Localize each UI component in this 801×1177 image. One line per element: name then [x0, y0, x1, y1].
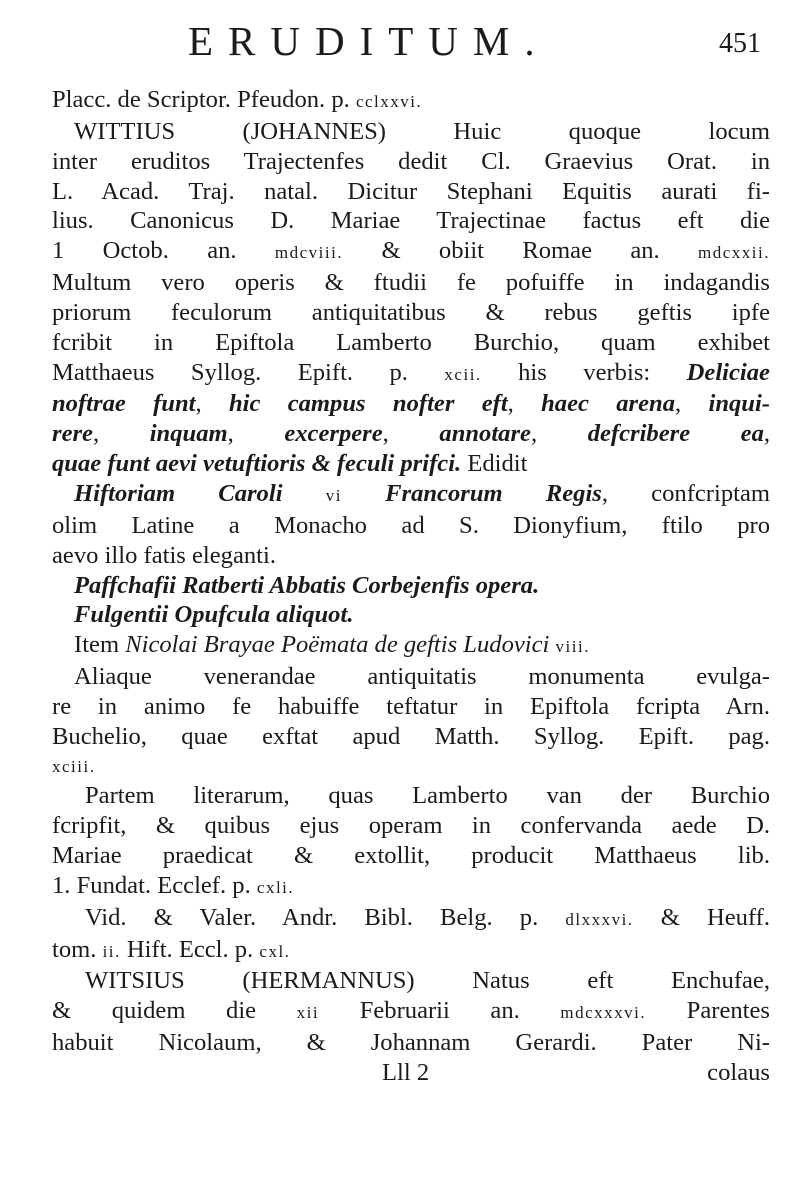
text-line: Aliaque venerandae antiquitatis monumenta evulga-	[74, 663, 770, 691]
text-line: 1 Octob. an. mdcviii. & obiit Romae an. mdcxxii.	[52, 237, 770, 265]
text-line: noftrae funt, hic campus nofter eft, haec arena, inqui-	[52, 390, 770, 418]
text-line: Multum vero operis & ftudii fe pofuiffe in indagandis	[52, 269, 770, 297]
signature-mark: Lll 2	[382, 1059, 430, 1086]
text-line: 1. Fundat. Ecclef. p. cxli.	[52, 871, 295, 899]
entry-heading-wittius: WITTIUS (JOHANNES) Huic quoque locum	[74, 117, 770, 145]
catchword: colaus	[707, 1059, 770, 1086]
text-line: fcribit in Epiftola Lamberto Burchio, quam exhibet	[52, 328, 770, 356]
text-line: aevo illo fatis eleganti.	[52, 541, 276, 569]
text-line: Placc. de Scriptor. Pfeudon. p. cclxxvi.	[52, 86, 423, 113]
work-title-paschasius: Paffchafii Ratberti Abbatis Corbejenfis opera.	[74, 571, 540, 599]
text-line: Vid. & Valer. Andr. Bibl. Belg. p. dlxxxvi. & Heuff.	[85, 903, 770, 931]
text-line: Partem literarum, quas Lamberto van der Burchio	[85, 782, 770, 810]
page-header	[0, 16, 801, 66]
page-body	[52, 85, 770, 1088]
running-title: ERUDITUM.	[188, 18, 550, 64]
text-line: & quidem die xii Februarii an. mdcxxxvi. Parentes	[52, 997, 770, 1025]
text-line: xciii.	[52, 756, 96, 776]
text-line: olim Latine a Monacho ad S. Dionyfium, ftilo pro	[52, 511, 770, 539]
entry-heading-witsius: WITSIUS (HERMANNUS) Natus eft Enchufae,	[85, 967, 770, 995]
text-line: rere, inquam, excerpere, annotare, defcribere ea,	[52, 420, 770, 448]
text-line: Buchelio, quae exftat apud Matth. Syllog. Epift. pag.	[52, 722, 770, 750]
text-line: re in animo fe habuiffe teftatur in Epiftola fcripta Arn.	[52, 692, 770, 720]
text-line: quae funt aevi vetuftioris & feculi prifci. Edidit	[52, 450, 528, 478]
text-line: Hiftoriam Caroli vi Francorum Regis, confcriptam	[74, 479, 770, 507]
text-line: fcripfit, & quibus ejus operam in confervanda aede D.	[52, 812, 770, 840]
work-title-fulgentius: Fulgentii Opufcula aliquot.	[74, 601, 354, 629]
page-footer	[52, 1058, 770, 1088]
text-line: L. Acad. Traj. natal. Dicitur Stephani Equitis aurati fi-	[52, 177, 770, 205]
text-line: inter eruditos Trajectenfes dedit Cl. Graevius Orat. in	[52, 147, 770, 175]
text-line: Matthaeus Syllog. Epift. p. xcii. his verbis: Deliciae	[52, 358, 770, 386]
text-line: priorum feculorum antiquitatibus & rebus geftis ipfe	[52, 298, 770, 326]
text-line: Mariae praedicat & extollit, producit Matthaeus lib.	[52, 842, 770, 870]
page-number: 451	[719, 28, 761, 59]
text-line: lius. Canonicus D. Mariae Trajectinae factus eft die	[52, 207, 770, 235]
text-line: tom. ii. Hift. Eccl. p. cxl.	[52, 935, 291, 963]
work-title-braya: Item Nicolai Brayae Poëmata de geftis Ludovici viii.	[74, 631, 590, 659]
text-line: habuit Nicolaum, & Johannam Gerardi. Pater Ni-	[52, 1029, 770, 1057]
